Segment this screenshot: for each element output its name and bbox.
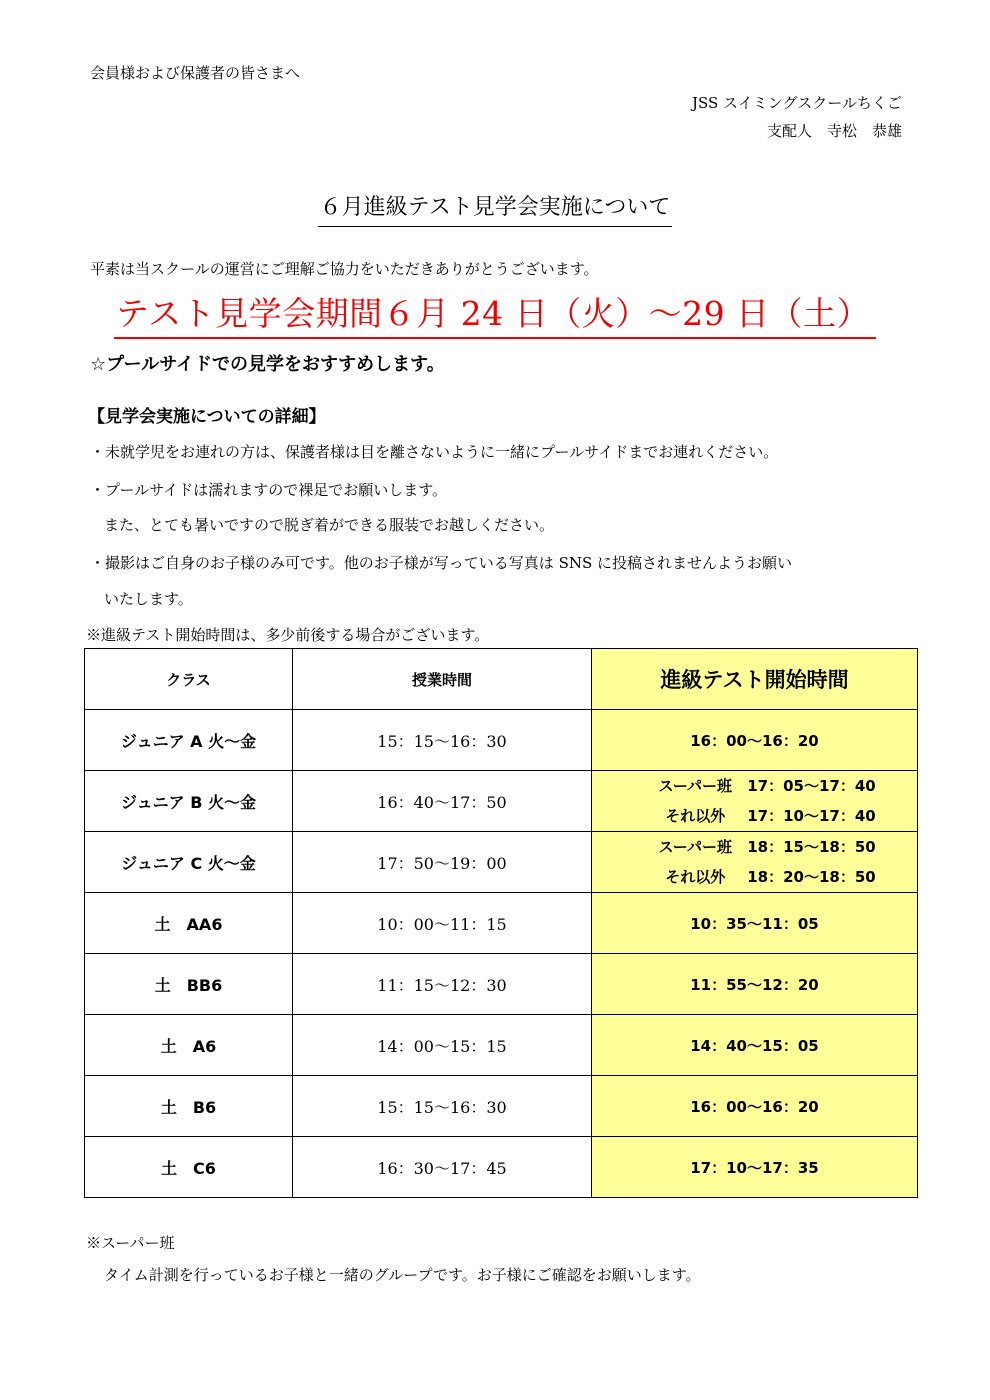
table-row <box>85 1137 918 1198</box>
test-time-cell <box>592 771 918 832</box>
super-group-time: 18：15〜18：50 <box>747 838 876 856</box>
detail-line: いたします。 <box>104 590 193 608</box>
lesson-time-cell: 10：00〜11：15 <box>293 893 592 954</box>
class-cell: ジュニア B 火〜金 <box>85 771 293 832</box>
table-note: ※進級テスト開始時間は、多少前後する場合がございます。 <box>86 626 490 644</box>
test-period: テスト見学会期間６月 24 日（火）〜29 日（土） <box>114 288 876 339</box>
test-time-cell <box>592 832 918 893</box>
other-group-label: それ以外 <box>665 807 726 825</box>
schedule-table <box>84 648 918 1198</box>
table-row <box>85 771 918 832</box>
table-row <box>85 893 918 954</box>
table-header-row <box>85 649 918 710</box>
table-row <box>85 1015 918 1076</box>
test-time-cell: 17：10〜17：35 <box>592 1137 918 1198</box>
other-group-line <box>602 862 917 892</box>
detail-line: ・プールサイドは濡れますので裸足でお願いします。 <box>90 481 448 499</box>
test-time-cell: 10：35〜11：05 <box>592 893 918 954</box>
other-group-time: 17：10〜17：40 <box>747 807 876 825</box>
other-group-time: 18：20〜18：50 <box>747 868 876 886</box>
super-group-label: スーパー班 <box>658 838 732 856</box>
lesson-time-cell: 15：15〜16：30 <box>293 1076 592 1137</box>
class-cell: 土 A6 <box>85 1015 293 1076</box>
lesson-time-cell: 17：50〜19：00 <box>293 832 592 893</box>
other-group-label: それ以外 <box>665 868 726 886</box>
class-cell: 土 B6 <box>85 1076 293 1137</box>
sender-name: 支配人 寺松 恭雄 <box>766 122 902 140</box>
header-class: クラス <box>85 649 293 710</box>
super-group-line <box>602 771 917 801</box>
document-title: ６月進級テスト見学会実施について <box>318 195 673 227</box>
table-row <box>85 710 918 771</box>
super-group-time: 17：05〜17：40 <box>747 777 876 795</box>
other-group-line <box>602 801 917 831</box>
footnote-text: タイム計測を行っているお子様と一緒のグループです。お子様にご確認をお願いします。 <box>104 1266 701 1284</box>
super-group-line <box>602 832 917 862</box>
document-title-wrap <box>0 190 990 221</box>
class-cell: ジュニア A 火〜金 <box>85 710 293 771</box>
class-cell: 土 AA6 <box>85 893 293 954</box>
lesson-time-cell: 14：00〜15：15 <box>293 1015 592 1076</box>
super-group-label: スーパー班 <box>658 777 732 795</box>
table-row <box>85 832 918 893</box>
table-row <box>85 954 918 1015</box>
recommendation: ☆プールサイドでの見学をおすすめします。 <box>90 354 445 375</box>
footnote-title: ※スーパー班 <box>86 1234 175 1252</box>
lesson-time-cell: 16：30〜17：45 <box>293 1137 592 1198</box>
lesson-time-cell: 15：15〜16：30 <box>293 710 592 771</box>
class-cell: ジュニア C 火〜金 <box>85 832 293 893</box>
header-test-start-time: 進級テスト開始時間 <box>592 649 918 710</box>
test-time-cell: 11：55〜12：20 <box>592 954 918 1015</box>
test-time-cell: 14：40〜15：05 <box>592 1015 918 1076</box>
test-period-wrap <box>0 288 990 339</box>
greeting: 平素は当スクールの運営にご理解ご協力をいただきありがとうございます。 <box>90 260 599 278</box>
lesson-time-cell: 11：15〜12：30 <box>293 954 592 1015</box>
details-heading: 【見学会実施についての詳細】 <box>88 407 326 427</box>
detail-line: また、とても暑いですので脱ぎ着ができる服装でお越しください。 <box>104 516 555 534</box>
test-time-cell: 16：00〜16：20 <box>592 710 918 771</box>
detail-line: ・撮影はご自身のお子様のみ可です。他のお子様が写っている写真は SNS に投稿されませんようお願い <box>90 554 793 572</box>
lesson-time-cell: 16：40〜17：50 <box>293 771 592 832</box>
addressee: 会員様および保護者の皆さまへ <box>90 64 301 82</box>
header-lesson-time: 授業時間 <box>293 649 592 710</box>
sender-organization: JSS スイミングスクールちくご <box>691 94 902 112</box>
detail-line: ・未就学児をお連れの方は、保護者様は目を離さないように一緒にプールサイドまでお連れください。 <box>90 443 779 461</box>
test-time-cell: 16：00〜16：20 <box>592 1076 918 1137</box>
table-row <box>85 1076 918 1137</box>
class-cell: 土 BB6 <box>85 954 293 1015</box>
class-cell: 土 C6 <box>85 1137 293 1198</box>
